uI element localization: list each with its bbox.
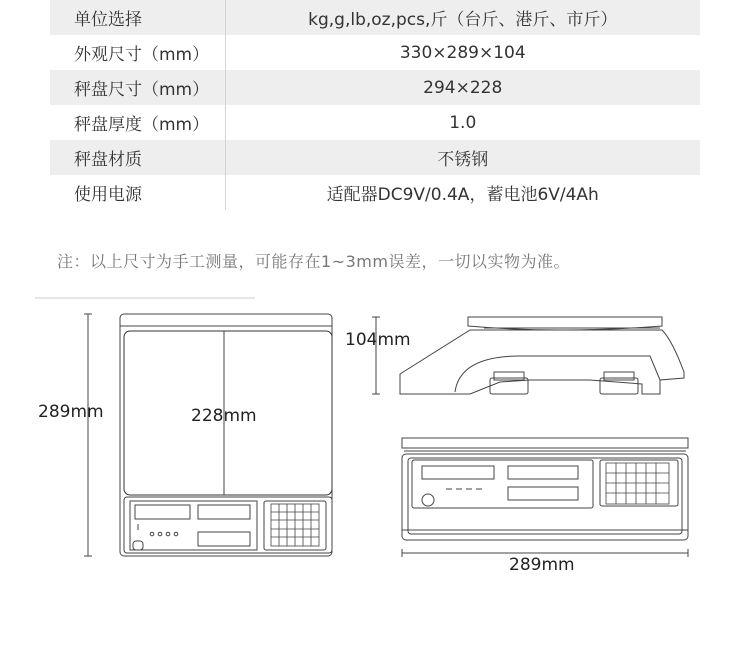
- side-view: [372, 317, 684, 394]
- height-dimension-label: 104mm: [345, 330, 411, 350]
- spec-value: 294×228: [225, 70, 700, 105]
- spec-value: 适配器DC9V/0.4A，蓄电池6V/4Ah: [225, 175, 700, 210]
- pan-dimension-label: 228mm: [191, 406, 257, 426]
- measurement-note: 注：以上尺寸为手工测量，可能存在1~3mm误差，一切以实物为准。: [57, 252, 570, 271]
- spec-label: 外观尺寸（mm）: [50, 35, 225, 70]
- front-view: [402, 438, 688, 557]
- top-view: [84, 314, 332, 556]
- spec-value: 1.0: [225, 105, 700, 140]
- spec-value: kg,g,lb,oz,pcs,斤（台斤、港斤、市斤）: [225, 0, 700, 35]
- spec-value: 330×289×104: [225, 35, 700, 70]
- spec-value: 不锈钢: [225, 140, 700, 175]
- width-dimension-label: 289mm: [509, 555, 575, 575]
- spec-label: 使用电源: [50, 175, 225, 210]
- spec-label: 秤盘厚度（mm）: [50, 105, 225, 140]
- spec-label: 秤盘材质: [50, 140, 225, 175]
- depth-dimension-label: 289mm: [38, 402, 104, 422]
- spec-label: 秤盘尺寸（mm）: [50, 70, 225, 105]
- spec-label: 单位选择: [50, 0, 225, 35]
